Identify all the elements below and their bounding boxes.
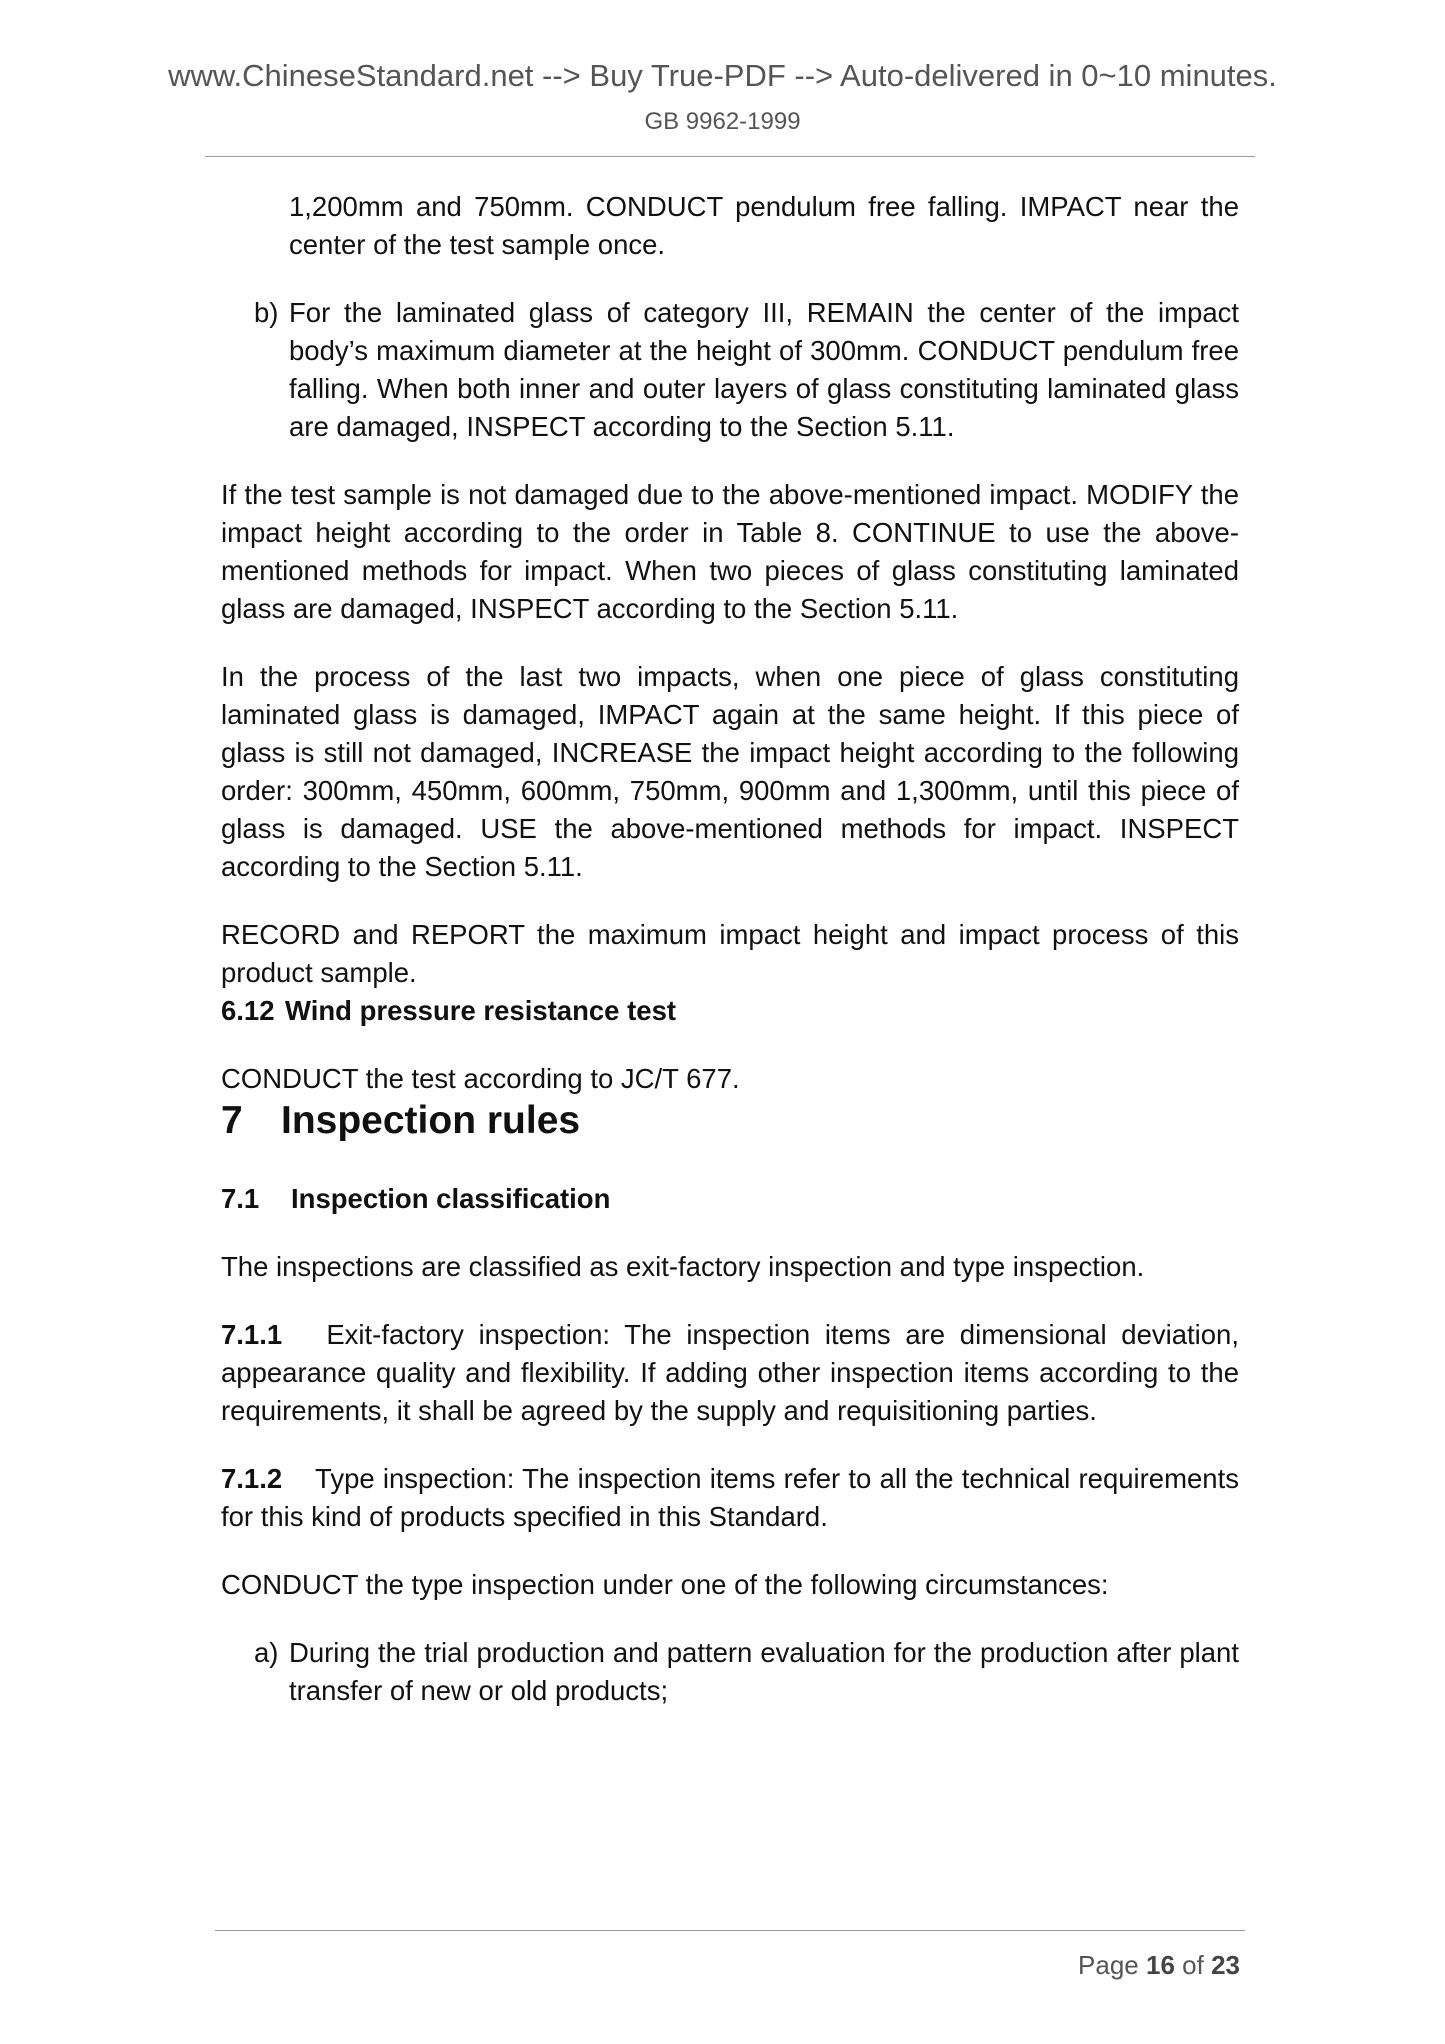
list-item-text: During the trial production and pattern evaluation for the production after plant transfer of new or old products; <box>289 1637 1239 1706</box>
section-number: 6.12 <box>221 995 275 1026</box>
clause-text: Type inspection: The inspection items refer to all the technical requirements for this kind of products specified in this Standard. <box>221 1463 1239 1532</box>
clause-7-1-1 <box>221 1316 1239 1430</box>
list-marker: b) <box>254 297 279 328</box>
page-word: Page <box>1078 1950 1139 1980</box>
section-heading-6-12 <box>221 992 1239 1030</box>
site-banner: www.ChineseStandard.net --> Buy True-PDF --> Auto-delivered in 0~10 minutes. <box>168 58 1277 93</box>
section-number: 7.1 <box>221 1183 260 1214</box>
page-number <box>1078 1950 1240 1981</box>
clause-number: 7.1.2 <box>221 1463 283 1494</box>
total-pages: 23 <box>1211 1950 1240 1980</box>
paragraph-last-two-impacts: In the process of the last two impacts, when one piece of glass constituting laminated glass is damaged, IMPACT again at the same height. If this piece of glass is still not damaged, INCREASE the impact height according to the following order: 300mm, 450mm, 600mm, 750mm, 900mm and 1,300mm, until this piece of glass is damaged. USE the above-mentioned methods for impact. INSPECT according to the Section 5.11. <box>221 661 1239 882</box>
list-item-a <box>221 1634 1239 1710</box>
paragraph-conduct-type: CONDUCT the type inspection under one of the following circumstances: <box>221 1569 1109 1600</box>
section-title: Wind pressure resistance test <box>285 995 677 1026</box>
clause-number: 7.1.1 <box>221 1319 283 1350</box>
paragraph-record: RECORD and REPORT the maximum impact height and impact process of this product sample. <box>221 919 1239 988</box>
section-title: Inspection classification <box>291 1183 611 1214</box>
chapter-title: Inspection rules <box>281 1099 581 1142</box>
paragraph-6-12: CONDUCT the test according to JC/T 677. <box>221 1063 740 1094</box>
document-id: GB 9962-1999 <box>644 108 801 135</box>
paragraph-modify: If the test sample is not damaged due to the above-mentioned impact. MODIFY the impact height according to the order in Table 8. CONTINUE to use the above-mentioned methods for impact. When two pieces of glass constituting laminated glass are damaged, INSPECT according to the Section 5.11. <box>221 479 1239 624</box>
item-a-continuation: 1,200mm and 750mm. CONDUCT pendulum free falling. IMPACT near the center of the test sample once. <box>289 191 1239 260</box>
clause-7-1-2 <box>221 1460 1239 1536</box>
list-item-text: For the laminated glass of category III, REMAIN the center of the impact body’s maximum diameter at the height of 300mm. CONDUCT pendulum free falling. When both inner and outer layers of glass constituting laminated glass are damaged, INSPECT according to the Section 5.11. <box>289 297 1239 442</box>
current-page: 16 <box>1146 1950 1175 1980</box>
header-divider <box>205 156 1255 157</box>
paragraph-7-1: The inspections are classified as exit-factory inspection and type inspection. <box>221 1251 1145 1282</box>
of-word: of <box>1182 1950 1204 1980</box>
chapter-heading-7 <box>221 1098 1239 1144</box>
section-heading-7-1 <box>221 1180 1239 1218</box>
list-item-b <box>221 294 1239 446</box>
page-content <box>221 188 1239 1710</box>
footer-divider <box>215 1930 1245 1931</box>
clause-text: Exit-factory inspection: The inspection items are dimensional deviation, appearance quality and flexibility. If adding other inspection items according to the requirements, it shall be agreed by the supply and requisitioning parties. <box>221 1319 1239 1426</box>
list-marker: a) <box>254 1637 279 1668</box>
chapter-number: 7 <box>221 1099 243 1142</box>
